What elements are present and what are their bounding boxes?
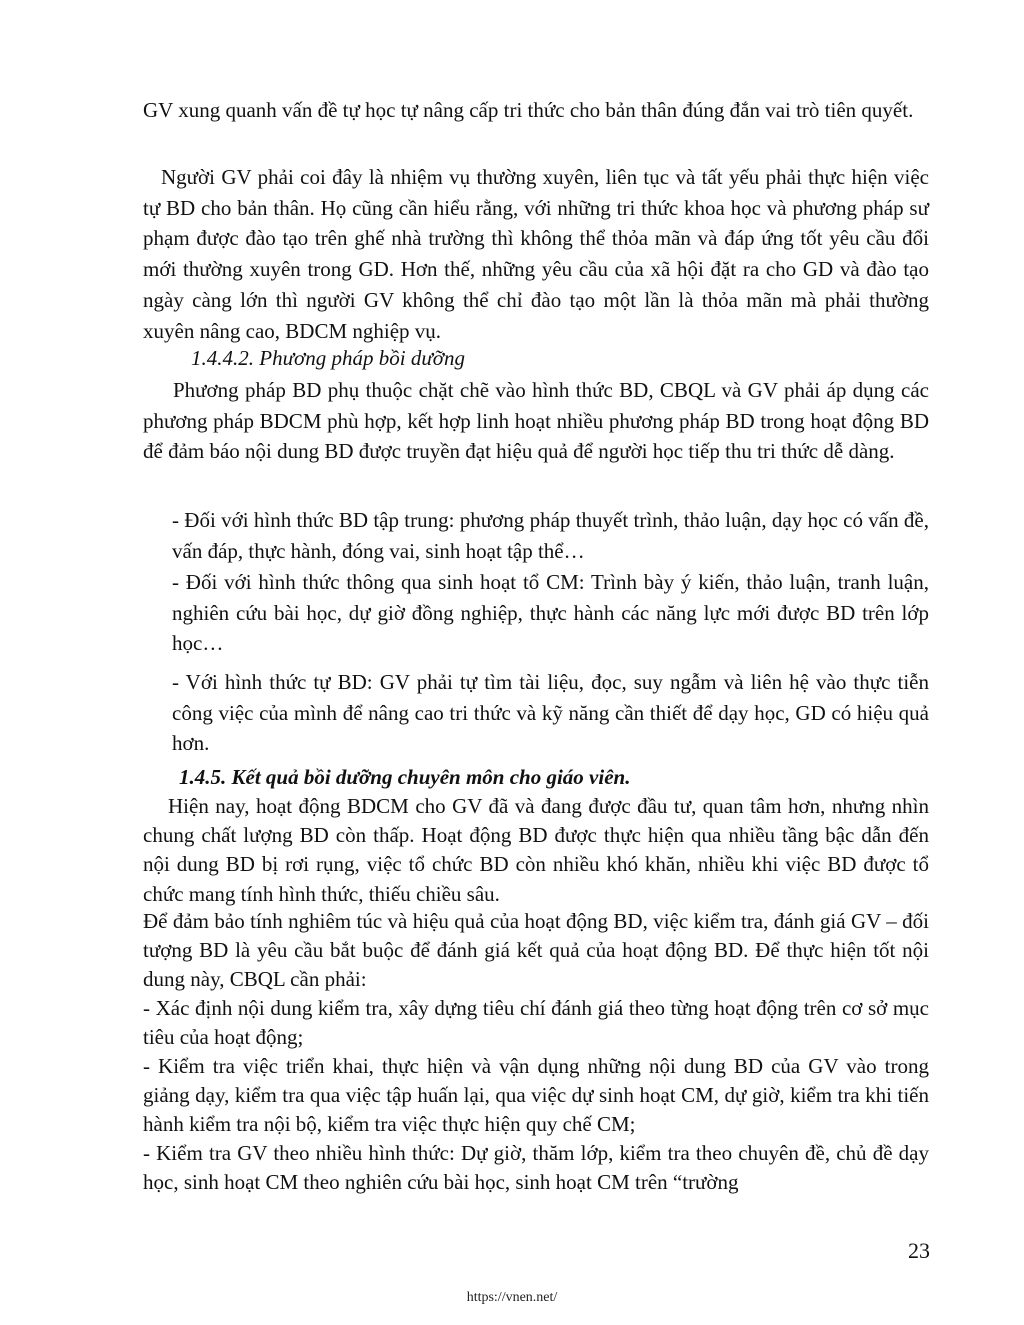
paragraph-results: Hiện nay, hoạt động BDCM cho GV đã và đang được đầu tư, quan tâm hơn, nhưng nhìn chung chất lượng BD còn thấp. Hoạt động BD được thực hiện qua nhiều tầng bậc dẫn đến nội dung BD bị rơi rụng, việc tổ chức BD còn nhiều khó khăn, nhiều khi việc BD được tổ chức mang tính hình thức, thiếu chiều sâu.	[143, 794, 929, 906]
footer-url[interactable]: https://vnen.net/	[466, 1290, 558, 1305]
paragraph-methods: Phương pháp BD phụ thuộc chặt chẽ vào hình thức BD, CBQL và GV phải áp dụng các phương pháp BDCM phù hợp, kết hợp linh hoạt nhiều phương pháp BD trong hoạt động BD để đảm báo nội dung BD được truyền đạt hiệu quả để người học tiếp thu tri thức dễ dàng.	[143, 378, 929, 464]
bullet-concentrated: - Đối với hình thức BD tập trung: phương pháp thuyết trình, thảo luận, dạy học có vấn đề, vấn đáp, thực hành, đóng vai, sinh hoạt tập thể…	[172, 508, 929, 563]
heading-1-4-5: 1.4.5. Kết quả bồi dưỡng chuyên môn cho giáo viên.	[179, 765, 631, 789]
paragraph-intro: GV xung quanh vấn đề tự học tự nâng cấp tri thức cho bản thân đúng đắn vai trò tiên quyết.	[143, 98, 914, 122]
list-item-check-implementation: - Kiểm tra việc triển khai, thực hiện và vận dụng những nội dung BD của GV vào trong giảng dạy, kiểm tra qua việc tập huấn lại, qua việc dự sinh hoạt CM, dự giờ, kiểm tra khi tiến hành kiểm tra nội bộ, kiểm tra việc thực hiện quy chế CM;	[143, 1054, 929, 1137]
bullet-group-activity: - Đối với hình thức thông qua sinh hoạt tổ CM: Trình bày ý kiến, thảo luận, tranh luận, nghiên cứu bài học, dự giờ đồng nghiệp, thực hành các năng lực mới được BD trên lớp học…	[172, 570, 929, 656]
paragraph-self-study: Người GV phải coi đây là nhiệm vụ thường xuyên, liên tục và tất yếu phải thực hiện việc tự BD cho bản thân. Họ cũng cần hiểu rằng, với những tri thức khoa học và phương pháp sư phạm được đào tạo trên ghế nhà trường thì không thể thỏa mãn và đáp ứng tốt yêu cầu đổi mới thường xuyên trong GD. Hơn thế, những yêu cầu của xã hội đặt ra cho GD và đào tạo ngày càng lớn thì người GV không thể chỉ đào tạo một lần là thỏa mãn mà phải thường xuyên nâng cao, BDCM nghiệp vụ.	[143, 165, 929, 343]
paragraph-evaluation: Để đảm bảo tính nghiêm túc và hiệu quả của hoạt động BD, việc kiểm tra, đánh giá GV – đối tượng BD là yêu cầu bắt buộc để đánh giá kết quả của hoạt động BD. Để thực hiện tốt nội dung này, CBQL cần phải:	[143, 909, 929, 992]
list-item-check-forms: - Kiểm tra GV theo nhiều hình thức: Dự giờ, thăm lớp, kiểm tra theo chuyên đề, chủ đề dạy học, sinh hoạt CM theo nghiên cứu bài học, sinh hoạt CM trên “trường	[143, 1141, 929, 1195]
list-item-content: - Xác định nội dung kiểm tra, xây dựng tiêu chí đánh giá theo từng hoạt động trên cơ sở mục tiêu của hoạt động;	[143, 996, 929, 1050]
bullet-self-study: - Với hình thức tự BD: GV phải tự tìm tài liệu, đọc, suy ngẫm và liên hệ vào thực tiễn công việc của mình để nâng cao tri thức và kỹ năng cần thiết để dạy học, GD có hiệu quả hơn.	[172, 670, 929, 756]
subheading-1-4-4-2: 1.4.4.2. Phương pháp bồi dưỡng	[191, 346, 465, 370]
page-number: 23	[908, 1238, 930, 1263]
